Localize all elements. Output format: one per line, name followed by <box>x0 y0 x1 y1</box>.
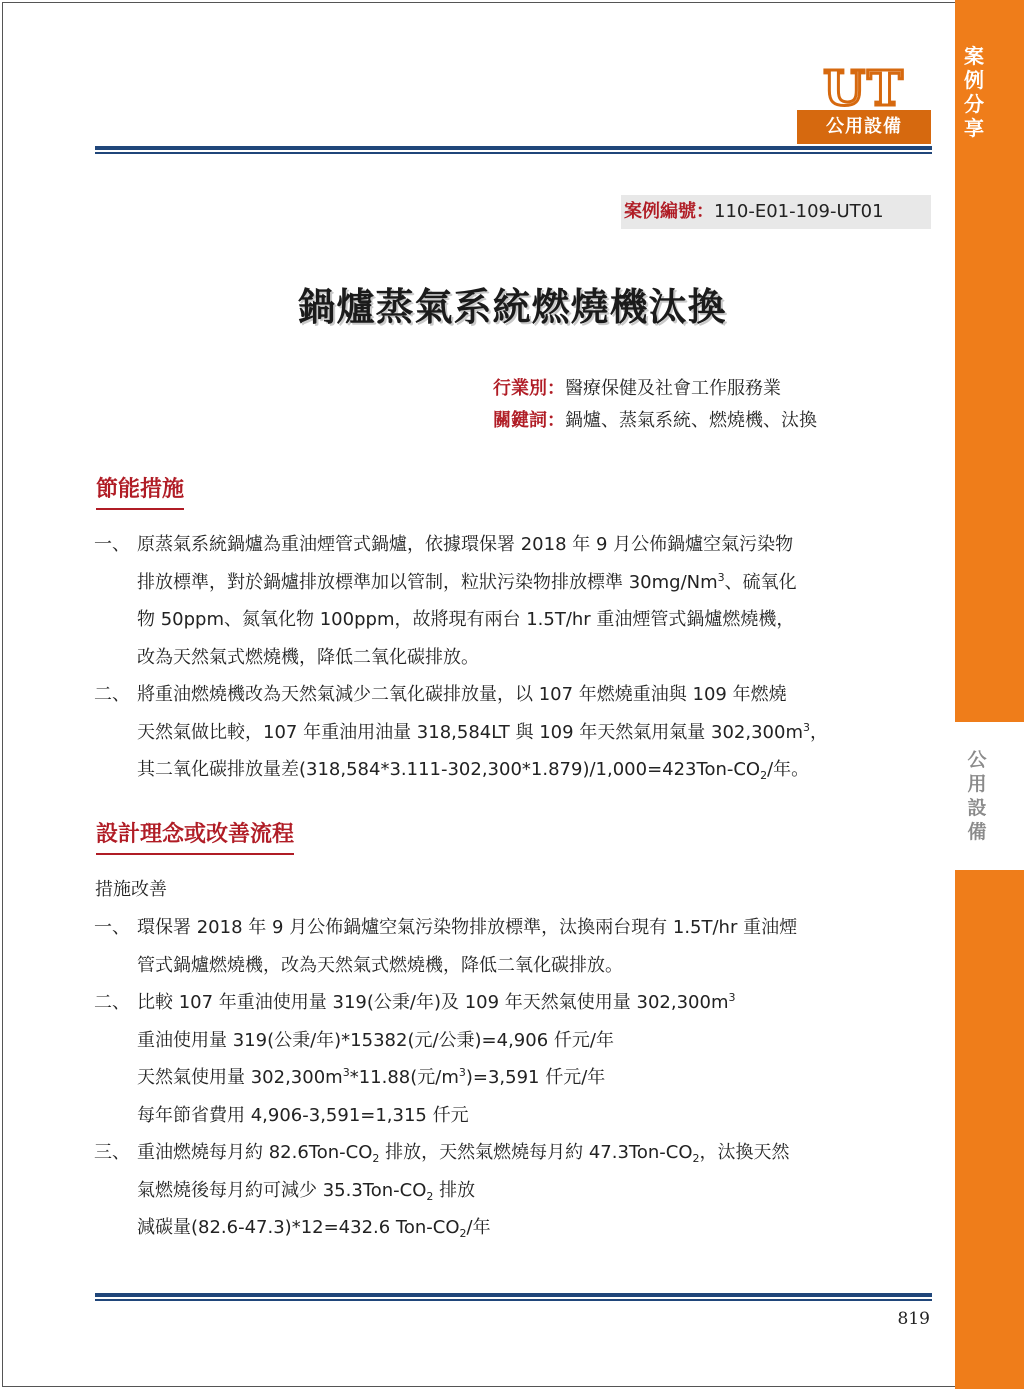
header-rule <box>95 146 932 154</box>
page-title: 鍋爐蒸氣系統燃燒機汰換 <box>297 285 727 329</box>
meta-industry-value: 醫療保健及社會工作服務業 <box>565 378 781 399</box>
list-marker: 一、 <box>94 917 130 938</box>
list-item-text: 將重油燃燒機改為天然氣減少二氧化碳排放量，以 107 年燃燒重油與 109 年燃燒 天然氣做比較，107 年重油用油量 318,584LT 與 109 年天然氣用氣量 $302,300m^3$， 其二氧化碳排放量差$(318,584*3.111-302,300*1.879)/1,000=423Ton-CO_2/$年。 <box>137 684 828 782</box>
side-tab-case-share-label: 案例分享 <box>964 44 984 140</box>
ut-logo-text: UT <box>823 64 905 110</box>
section-title-energy-measures: 節能措施 <box>96 475 184 510</box>
list-marker: 一、 <box>94 534 130 555</box>
ut-logo-letters <box>805 64 923 110</box>
side-tab-utilities-label: 公用設備 <box>967 749 987 843</box>
ut-logo-subtitle: 公用設備 <box>797 110 931 144</box>
meta-industry-label: 行業別： <box>493 378 565 399</box>
list-item-text: 重油燃燒每月約 $82.6Ton-CO_2$ 排放，天然氣燃燒每月約 $47.3Ton-CO_2$，汰換天然 氣燃燒後每月約可減少 $35.3Ton-CO_2$ 排放 減碳量(82.6-47.3)*12=432.6 Ton-$CO_2/$年 <box>137 1142 790 1240</box>
section-intro: 措施改善 <box>95 879 167 900</box>
ut-logo <box>797 64 931 144</box>
section-title-design-process: 設計理念或改善流程 <box>96 820 294 855</box>
list-marker: 二、 <box>94 684 130 705</box>
list-marker: 三、 <box>94 1142 130 1163</box>
list-item-text: 原蒸氣系統鍋爐為重油煙管式鍋爐，依據環保署 2018 年 9 月公佈鍋爐空氣污染物 排放標準，對於鍋爐排放標準加以管制，粒狀污染物排放標準 30mg/Nm$^3$、硫氧化 物 50ppm、氮氧化物 100ppm，故將現有兩台 1.5T/hr 重油煙管式鍋爐燃燒機， 改為天然氣式燃燒機，降低二氧化碳排放。 <box>137 534 797 668</box>
case-number <box>621 195 931 229</box>
meta-keywords <box>493 406 817 436</box>
list-item-text: 比較 107 年重油使用量 319(公秉/年)及 109 年天然氣使用量 $302,300m^3$ 重油使用量 319(公秉/年)*15382(元/公秉)=4,906 仟元/年 天然氣使用量 $302,300m^3*11.88$(元$/m^3)=3,591$ 仟元/年 每年節省費用 4,906-3,591=1,315 仟元 <box>137 991 736 1126</box>
meta-keywords-label: 關鍵詞： <box>493 410 565 431</box>
list-marker: 二、 <box>94 992 130 1013</box>
list-item-text: 環保署 2018 年 9 月公佈鍋爐空氣污染物排放標準，汰換兩台現有 1.5T/hr 重油煙 管式鍋爐燃燒機，改為天然氣式燃燒機，降低二氧化碳排放。 <box>137 917 798 976</box>
meta-keywords-value: 鍋爐、蒸氣系統、燃燒機、汰換 <box>565 410 817 431</box>
case-number-label: 案例編號： <box>624 201 714 222</box>
side-tab-bottom-strip <box>955 870 1024 1389</box>
meta-industry <box>493 374 781 404</box>
page-number: 819 <box>897 1309 930 1329</box>
footer-rule <box>95 1293 932 1301</box>
case-number-value: 110-E01-109-UT01 <box>714 201 884 222</box>
